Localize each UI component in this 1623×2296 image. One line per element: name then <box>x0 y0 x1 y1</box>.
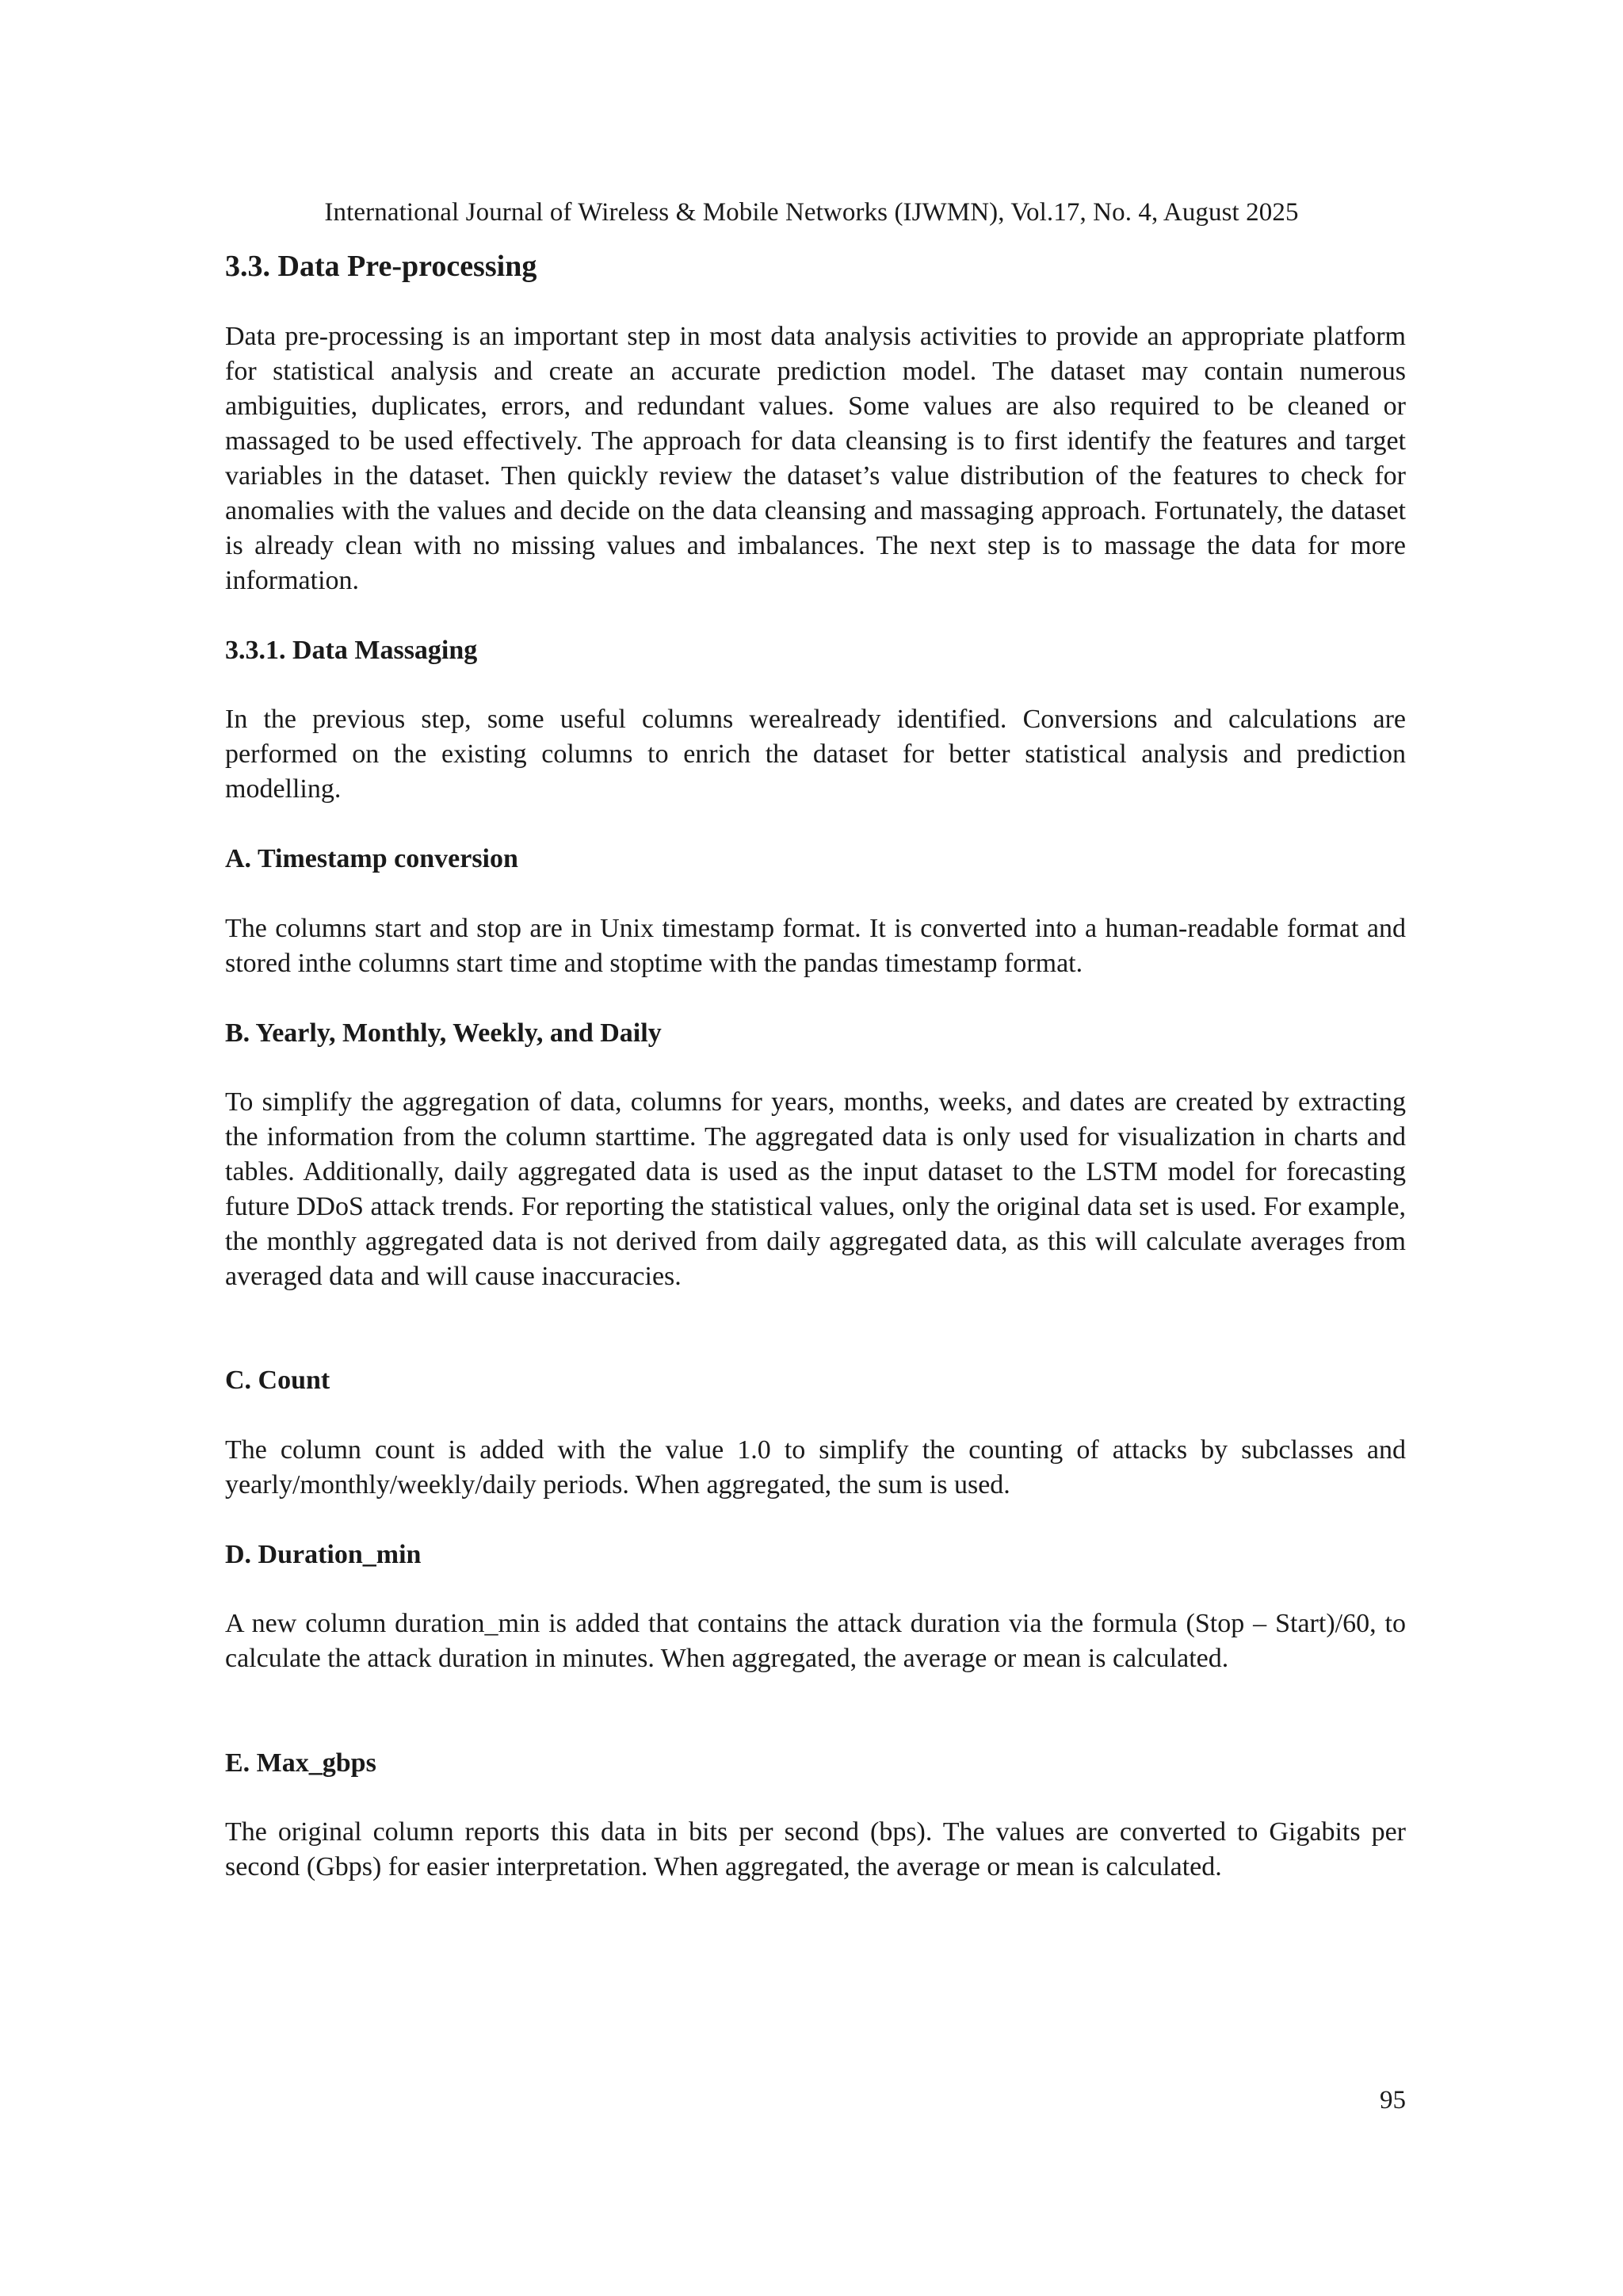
item-heading-periods: B. Yearly, Monthly, Weekly, and Daily <box>225 1018 662 1048</box>
item-heading-max-gbps: E. Max_gbps <box>225 1748 376 1778</box>
item-paragraph-max-gbps: The original column reports this data in bits per second (bps). The values are converted to Gigabits per second (Gbps) for easier interpretation. When aggregated, the average or mean is calculated. <box>225 1817 1406 1881</box>
item-paragraph-timestamp-conversion: The columns start and stop are in Unix timestamp format. It is converted into a human-readable format and stored inthe columns start time and stoptime with the pandas timestamp format. <box>225 914 1406 978</box>
item-paragraph-periods: To simplify the aggregation of data, columns for years, months, weeks, and dates are created by extracting the information from the column starttime. The aggregated data is only used for visualization in charts and tables. Additionally, daily aggregated data is used as the input dataset to the LSTM model for forecasting future DDoS attack trends. For reporting the statistical values, only the original data set is used. For example, the monthly aggregated data is not derived from daily aggregated data, as this will calculate averages from averaged data and will cause inaccuracies. <box>225 1087 1406 1291</box>
section-heading: 3.3. Data Pre-processing <box>225 250 537 283</box>
section-intro-paragraph: Data pre-processing is an important step in most data analysis activities to provide an appropriate platform for statistical analysis and create an accurate prediction model. The dataset may contain numerous ambiguities, duplicates, errors, and redundant values. Some values are also required to be cleaned or massaged to be used effectively. The approach for data cleansing is to first identify the features and target variables in the dataset. Then quickly review the dataset’s value distribution of the features to check for anomalies with the values and decide on the data cleansing and massaging approach. Fortunately, the dataset is already clean with no missing values and imbalances. The next step is to massage the data for more information. <box>225 322 1406 595</box>
item-paragraph-count: The column count is added with the value 1.0 to simplify the counting of attacks by subclasses and yearly/monthly/weekly/daily periods. When aggregated, the sum is used. <box>225 1435 1406 1499</box>
item-paragraph-duration-min: A new column duration_min is added that contains the attack duration via the formula (Stop – Start)/60, to calculate the attack duration in minutes. When aggregated, the average or mean is calculated. <box>225 1609 1406 1673</box>
running-header: International Journal of Wireless & Mobile Networks (IJWMN), Vol.17, No. 4, August 2025 <box>324 198 1299 227</box>
subsection-intro-paragraph: In the previous step, some useful columns werealready identified. Conversions and calculations are performed on the existing columns to enrich the dataset for better statistical analysis and prediction modelling. <box>225 705 1406 804</box>
item-heading-timestamp-conversion: A. Timestamp conversion <box>225 844 518 873</box>
page-number: 95 <box>1380 2086 1406 2115</box>
subsection-heading: 3.3.1. Data Massaging <box>225 636 478 665</box>
item-heading-duration-min: D. Duration_min <box>225 1540 422 1569</box>
item-heading-count: C. Count <box>225 1366 330 1395</box>
